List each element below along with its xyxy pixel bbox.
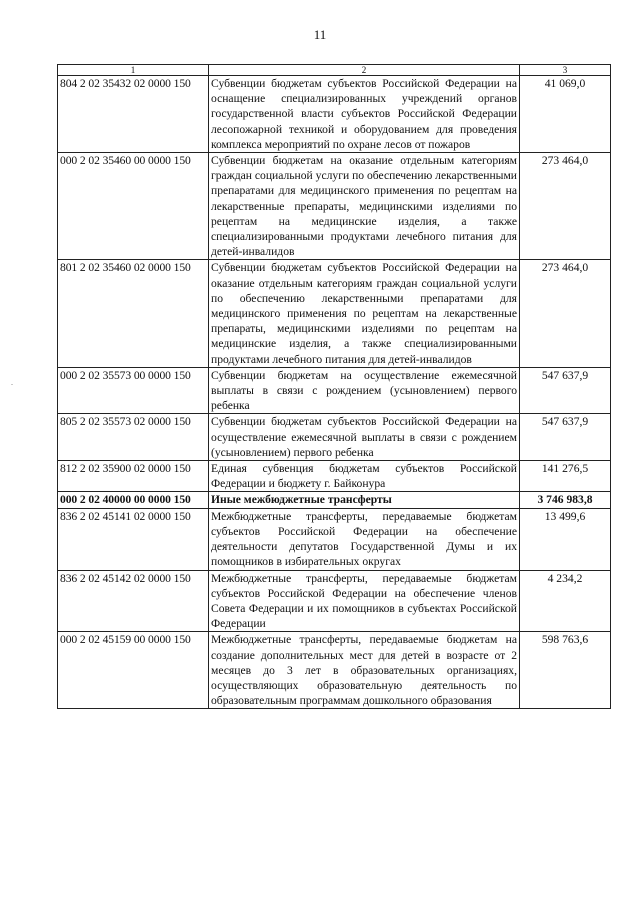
budget-code-cell: 836 2 02 45142 02 0000 150 xyxy=(58,570,209,632)
budget-code-cell: 836 2 02 45141 02 0000 150 xyxy=(58,508,209,570)
table-row xyxy=(58,461,611,492)
table-row xyxy=(58,76,611,153)
table-row xyxy=(58,260,611,367)
amount-cell: 598 763,6 xyxy=(520,632,611,709)
table-row xyxy=(58,570,611,632)
table-row xyxy=(58,153,611,260)
description-cell: Субвенции бюджетам субъектов Российской Федерации на оснащение специализированных учреждений органов государственной власти субъектов Российской Федерации лесопожарной техникой и оборудованием для проведения комплекса мероприятий по охране лесов от пожаров xyxy=(209,76,520,153)
table-row-subtotal xyxy=(58,492,611,508)
budget-code-cell: 804 2 02 35432 02 0000 150 xyxy=(58,76,209,153)
amount-cell: 273 464,0 xyxy=(520,260,611,367)
description-cell: Субвенции бюджетам на осуществление ежемесячной выплаты в связи с рождением (усыновлением) первого ребенка xyxy=(209,367,520,414)
page-number: 11 xyxy=(313,27,327,42)
budget-code-cell: 801 2 02 35460 02 0000 150 xyxy=(58,260,209,367)
table-row xyxy=(58,632,611,709)
budget-code-cell: 000 2 02 45159 00 0000 150 xyxy=(58,632,209,709)
table-header-row xyxy=(58,65,611,76)
budget-code-cell: 805 2 02 35573 02 0000 150 xyxy=(58,414,209,461)
description-cell: Единая субвенция бюджетам субъектов Российской Федерации и бюджету г. Байконура xyxy=(209,461,520,492)
margin-mark: . xyxy=(11,378,13,387)
header-col-2: 2 xyxy=(209,65,520,76)
header-col-3: 3 xyxy=(520,65,611,76)
amount-cell: 41 069,0 xyxy=(520,76,611,153)
description-cell: Межбюджетные трансферты, передаваемые бюджетам на создание дополнительных мест для детей в возрасте от 2 месяцев до 3 лет в образовательных организациях, осуществляющих образовательную деятельность по образовательным программам дошкольного образования xyxy=(209,632,520,709)
budget-code-cell: 812 2 02 35900 02 0000 150 xyxy=(58,461,209,492)
amount-cell: 3 746 983,8 xyxy=(520,492,611,508)
amount-cell: 13 499,6 xyxy=(520,508,611,570)
description-cell: Иные межбюджетные трансферты xyxy=(209,492,520,508)
amount-cell: 4 234,2 xyxy=(520,570,611,632)
description-cell: Субвенции бюджетам субъектов Российской Федерации на осуществление ежемесячной выплаты в связи с рождением (усыновлением) первого ребенка xyxy=(209,414,520,461)
amount-cell: 141 276,5 xyxy=(520,461,611,492)
table-row xyxy=(58,367,611,414)
budget-code-cell: 000 2 02 35460 00 0000 150 xyxy=(58,153,209,260)
amount-cell: 273 464,0 xyxy=(520,153,611,260)
table-row xyxy=(58,414,611,461)
description-cell: Межбюджетные трансферты, передаваемые бюджетам субъектов Российской Федерации на обеспечение деятельности депутатов Государственной Думы и их помощников в избирательных округах xyxy=(209,508,520,570)
budget-code-cell: 000 2 02 35573 00 0000 150 xyxy=(58,367,209,414)
amount-cell: 547 637,9 xyxy=(520,414,611,461)
budget-table xyxy=(57,64,611,709)
description-cell: Межбюджетные трансферты, передаваемые бюджетам субъектов Российской Федерации на обеспечение членов Совета Федерации и их помощников в субъектах Российской Федерации xyxy=(209,570,520,632)
budget-code-cell: 000 2 02 40000 00 0000 150 xyxy=(58,492,209,508)
header-col-1: 1 xyxy=(58,65,209,76)
description-cell: Субвенции бюджетам на оказание отдельным категориям граждан социальной услуги по обеспечению лекарственными препаратами для медицинского применения по рецептам на лекарственные препараты, медицинскими изделиями по рецептам на медицинские изделия, а также специализированными продуктами лечебного питания для детей-инвалидов xyxy=(209,153,520,260)
description-cell: Субвенции бюджетам субъектов Российской Федерации на оказание отдельным категориям граждан социальной услуги по обеспечению лекарственными препаратами для медицинского применения по рецептам на лекарственные препараты, медицинскими изделиями по рецептам на медицинские изделия, а также специализированными продуктами лечебного питания для детей-инвалидов xyxy=(209,260,520,367)
table-row xyxy=(58,508,611,570)
amount-cell: 547 637,9 xyxy=(520,367,611,414)
